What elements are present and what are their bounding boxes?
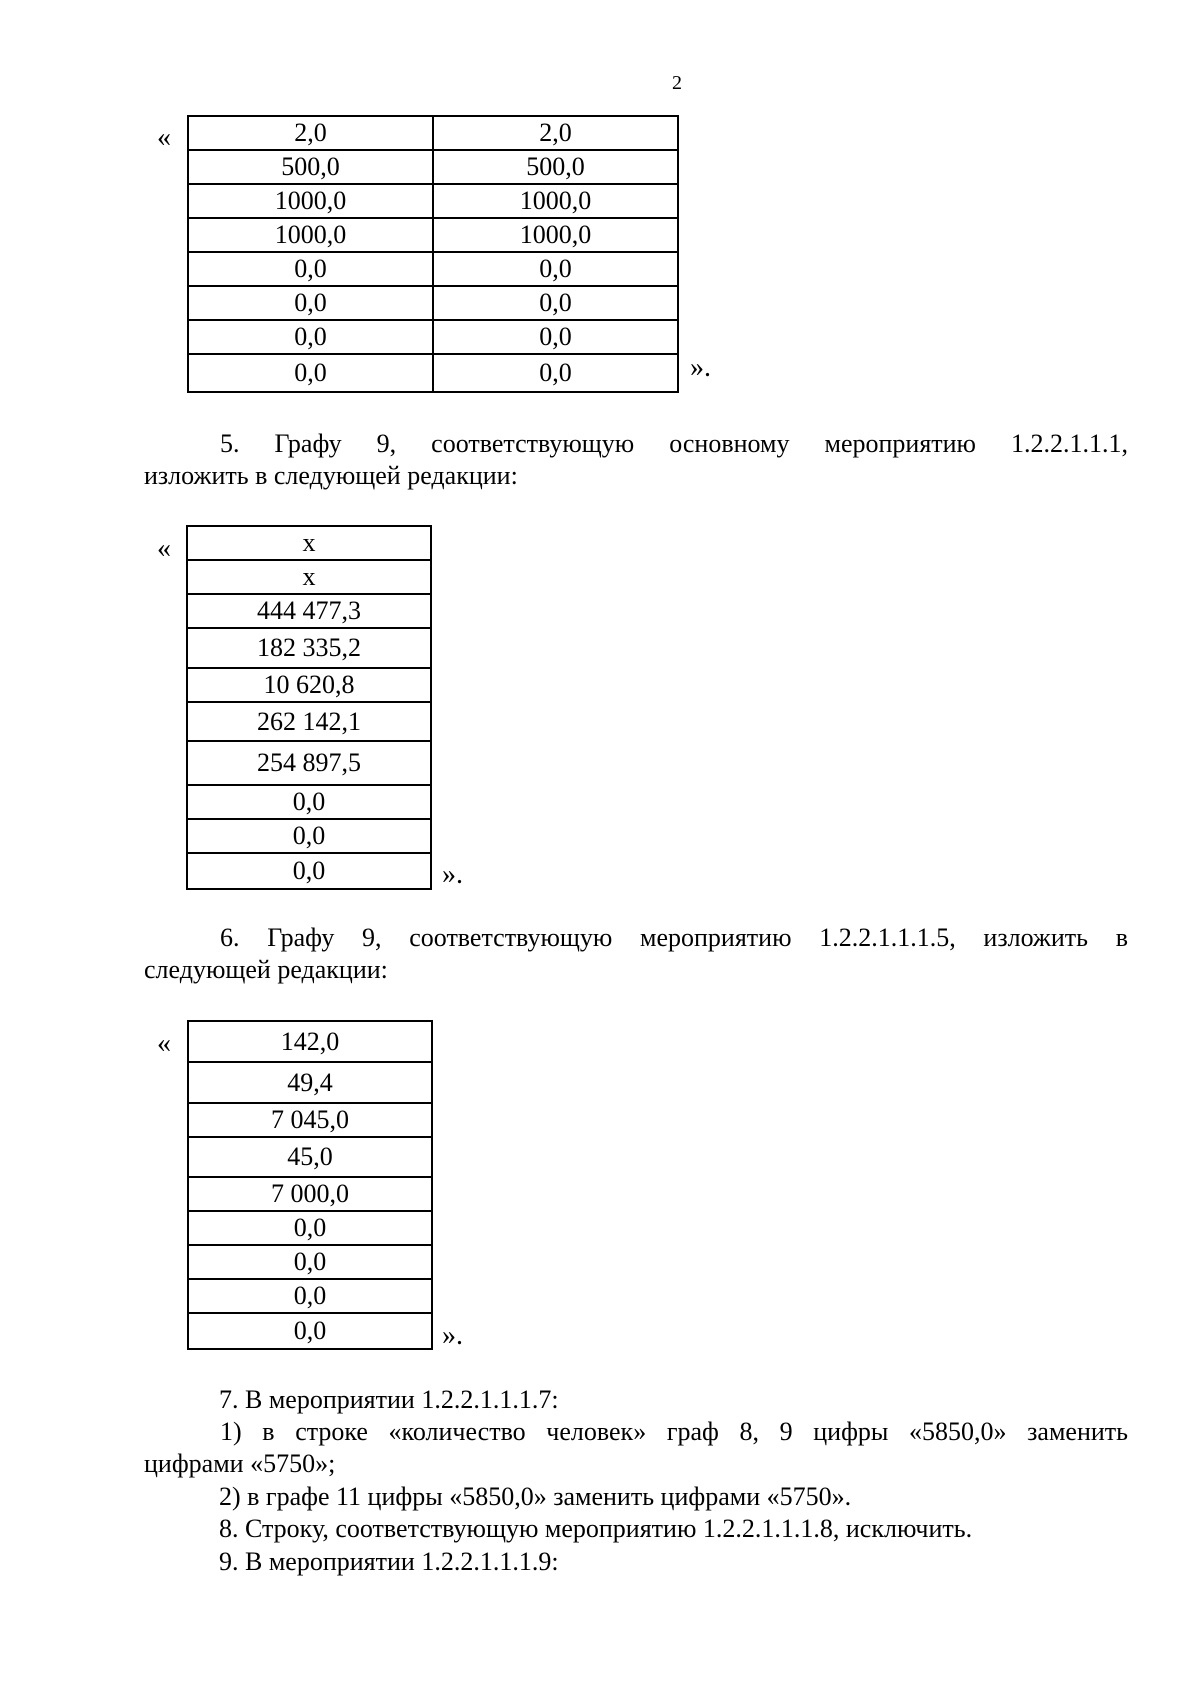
page-number: 2 — [672, 72, 682, 94]
table-row — [188, 354, 678, 392]
table-row — [187, 560, 431, 594]
table-row — [188, 150, 678, 184]
open-quote: « — [157, 122, 171, 153]
table-cell: 182 335,2 — [187, 628, 431, 668]
item-6-line-1: 6. Графу 9, соответствующую мероприятию 1.2.2.1.1.1.5, изложить в — [220, 923, 1128, 952]
table-row — [188, 1021, 432, 1062]
table-cell: 0,0 — [433, 320, 678, 354]
item-7-sub-2: 2) в графе 11 цифры «5850,0» заменить цифрами «5750». — [219, 1482, 852, 1511]
table-cell: 254 897,5 — [187, 741, 431, 785]
table-cell: 1000,0 — [188, 218, 433, 252]
table-cell: 0,0 — [433, 354, 678, 392]
table-cell: 444 477,3 — [187, 594, 431, 628]
table-row — [188, 320, 678, 354]
table-row — [188, 1103, 432, 1137]
table-row — [188, 218, 678, 252]
table-cell: 262 142,1 — [187, 702, 431, 741]
table-row — [188, 286, 678, 320]
amount-table-1 — [187, 115, 679, 393]
table-cell: 0,0 — [188, 1211, 432, 1245]
close-quote: ». — [442, 859, 463, 890]
amount-table-3 — [187, 1020, 433, 1350]
table-row — [188, 252, 678, 286]
table-cell: 2,0 — [188, 116, 433, 150]
table-cell: 0,0 — [187, 819, 431, 853]
table-row — [188, 184, 678, 218]
table-row — [188, 1177, 432, 1211]
table-cell: 45,0 — [188, 1137, 432, 1177]
table-cell: 0,0 — [188, 252, 433, 286]
table-row — [188, 1062, 432, 1103]
table-cell: 0,0 — [187, 785, 431, 819]
item-7-sub-1-line-1: 1) в строке «количество человек» граф 8, 9 цифры «5850,0» заменить — [220, 1417, 1128, 1446]
table-cell: 0,0 — [188, 320, 433, 354]
table-cell: 0,0 — [188, 1245, 432, 1279]
close-quote: ». — [442, 1320, 463, 1351]
table-row — [187, 628, 431, 668]
table-row — [187, 853, 431, 889]
table-cell: 0,0 — [433, 286, 678, 320]
table-cell: 500,0 — [433, 150, 678, 184]
table-row — [187, 594, 431, 628]
table-row — [188, 1279, 432, 1313]
table-row — [188, 1245, 432, 1279]
table-cell: х — [187, 526, 431, 560]
item-9: 9. В мероприятии 1.2.2.1.1.1.9: — [219, 1547, 559, 1576]
table-row — [187, 702, 431, 741]
table-row — [187, 819, 431, 853]
table-cell: 1000,0 — [188, 184, 433, 218]
table-cell: 142,0 — [188, 1021, 432, 1062]
item-8: 8. Строку, соответствующую мероприятию 1.2.2.1.1.1.8, исключить. — [219, 1514, 973, 1543]
table-cell: 500,0 — [188, 150, 433, 184]
item-7-heading: 7. В мероприятии 1.2.2.1.1.1.7: — [219, 1385, 559, 1414]
table-cell: 1000,0 — [433, 218, 678, 252]
table-cell: 49,4 — [188, 1062, 432, 1103]
table-cell: 0,0 — [188, 1313, 432, 1349]
table-cell: 0,0 — [433, 252, 678, 286]
table-cell: 7 045,0 — [188, 1103, 432, 1137]
item-5-line-2: изложить в следующей редакции: — [144, 461, 518, 490]
table-row — [187, 785, 431, 819]
table-row — [188, 1137, 432, 1177]
table-cell: 2,0 — [433, 116, 678, 150]
open-quote: « — [157, 1028, 171, 1059]
table-cell: 0,0 — [188, 286, 433, 320]
item-6-line-2: следующей редакции: — [144, 955, 388, 984]
open-quote: « — [157, 533, 171, 564]
table-row — [188, 116, 678, 150]
table-cell: х — [187, 560, 431, 594]
table-row — [188, 1211, 432, 1245]
table-cell: 7 000,0 — [188, 1177, 432, 1211]
table-cell: 0,0 — [188, 354, 433, 392]
table-row — [188, 1313, 432, 1349]
table-row — [187, 526, 431, 560]
table-row — [187, 741, 431, 785]
table-row — [187, 668, 431, 702]
table-cell: 10 620,8 — [187, 668, 431, 702]
amount-table-2 — [186, 525, 432, 890]
close-quote: ». — [690, 352, 711, 383]
table-cell: 0,0 — [187, 853, 431, 889]
table-cell: 0,0 — [188, 1279, 432, 1313]
item-7-sub-1-line-2: цифрами «5750»; — [144, 1449, 336, 1478]
table-cell: 1000,0 — [433, 184, 678, 218]
item-5-line-1: 5. Графу 9, соответствующую основному мероприятию 1.2.2.1.1.1, — [220, 429, 1128, 458]
